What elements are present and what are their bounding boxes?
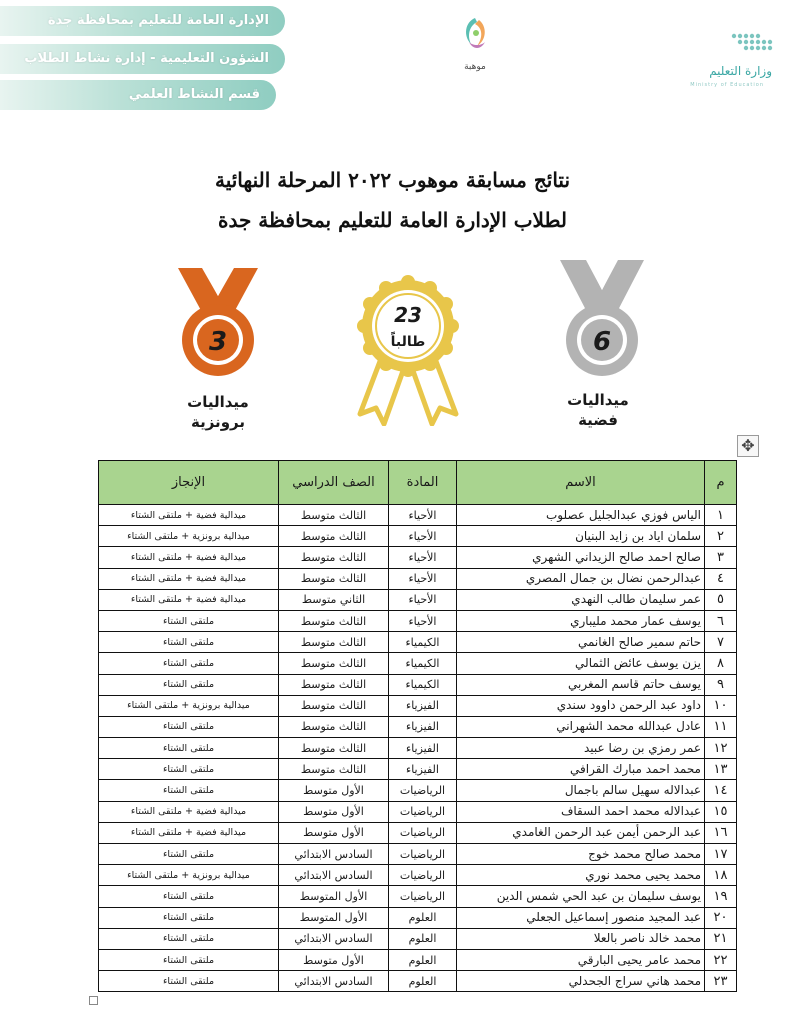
grade-cell: الثالث متوسط [279, 610, 389, 631]
silver-medal-icon [556, 258, 648, 380]
achievement-cell: ملتقى الشتاء [99, 610, 279, 631]
row-index: ٢٢ [705, 949, 737, 970]
subject-cell: الفيزياء [389, 695, 457, 716]
grade-cell: السادس الابتدائي [279, 865, 389, 886]
subject-cell: الرياضيات [389, 822, 457, 843]
row-index: ٨ [705, 653, 737, 674]
row-index: ٢٣ [705, 971, 737, 992]
table-row [99, 949, 737, 970]
row-index: ٦ [705, 610, 737, 631]
column-header-index: م [705, 461, 737, 505]
table-row [99, 801, 737, 822]
table-row [99, 780, 737, 801]
subject-cell: العلوم [389, 928, 457, 949]
achievement-cell: ميدالية برونزية + ملتقى الشتاء [99, 526, 279, 547]
grade-cell: الأول متوسط [279, 801, 389, 822]
student-name: محمد صالح محمد خوج [457, 844, 705, 865]
participants-count: 23 [394, 303, 422, 327]
participants-rosette-icon [348, 274, 468, 426]
column-header-achievement: الإنجاز [99, 461, 279, 505]
table-row [99, 928, 737, 949]
table-row [99, 844, 737, 865]
bronze-medal-count: 3 [208, 327, 228, 357]
grade-cell: الثالث متوسط [279, 759, 389, 780]
grade-cell: الثالث متوسط [279, 505, 389, 526]
column-header-subject: المادة [389, 461, 457, 505]
table-row [99, 907, 737, 928]
student-name: يوسف سليمان بن عبد الحي شمس الدين [457, 886, 705, 907]
achievement-cell: ميدالية فضية + ملتقى الشتاء [99, 589, 279, 610]
table-row [99, 547, 737, 568]
achievement-cell: ملتقى الشتاء [99, 886, 279, 907]
subject-cell: الأحياء [389, 589, 457, 610]
subject-cell: الأحياء [389, 610, 457, 631]
table-row [99, 526, 737, 547]
row-index: ٣ [705, 547, 737, 568]
achievement-cell: ملتقى الشتاء [99, 716, 279, 737]
grade-cell: السادس الابتدائي [279, 971, 389, 992]
student-name: صالح احمد صالح الزيداني الشهري [457, 547, 705, 568]
achievement-cell: ملتقى الشتاء [99, 632, 279, 653]
student-name: عبدالاله محمد احمد السقاف [457, 801, 705, 822]
table-resize-handle[interactable] [89, 996, 98, 1005]
student-name: محمد عامر يحيى البارقي [457, 949, 705, 970]
subject-cell: الرياضيات [389, 886, 457, 907]
subject-cell: الفيزياء [389, 738, 457, 759]
achievement-cell: ملتقى الشتاء [99, 928, 279, 949]
achievement-cell: ملتقى الشتاء [99, 907, 279, 928]
achievement-cell: ميدالية برونزية + ملتقى الشتاء [99, 865, 279, 886]
achievement-cell: ميدالية فضية + ملتقى الشتاء [99, 568, 279, 589]
subject-cell: العلوم [389, 949, 457, 970]
grade-cell: الثالث متوسط [279, 547, 389, 568]
row-index: ٢ [705, 526, 737, 547]
row-index: ١٧ [705, 844, 737, 865]
table-row [99, 716, 737, 737]
table-row [99, 738, 737, 759]
row-index: ٥ [705, 589, 737, 610]
participants-label: طالباً [390, 334, 426, 350]
subject-cell: الأحياء [389, 568, 457, 589]
table-row [99, 886, 737, 907]
student-name: محمد خالد ناصر بالعلا [457, 928, 705, 949]
grade-cell: الثالث متوسط [279, 674, 389, 695]
achievement-cell: ملتقى الشتاء [99, 949, 279, 970]
header-banner-department: قسم النشاط العلمي [0, 80, 276, 110]
row-index: ٧ [705, 632, 737, 653]
subject-cell: الفيزياء [389, 716, 457, 737]
row-index: ٩ [705, 674, 737, 695]
student-name: عبدالرحمن نضال بن جمال المصري [457, 568, 705, 589]
achievement-cell: ملتقى الشتاء [99, 780, 279, 801]
student-name: عمر رمزي بن رضا عبيد [457, 738, 705, 759]
silver-medal-count: 6 [592, 327, 612, 357]
row-index: ١٥ [705, 801, 737, 822]
student-name: محمد احمد مبارك القرافي [457, 759, 705, 780]
row-index: ١٠ [705, 695, 737, 716]
achievement-cell: ملتقى الشتاء [99, 971, 279, 992]
moe-logo-text: وزارة التعليم [709, 64, 772, 78]
row-index: ١٩ [705, 886, 737, 907]
table-row [99, 505, 737, 526]
achievement-cell: ملتقى الشتاء [99, 759, 279, 780]
grade-cell: الثالث متوسط [279, 738, 389, 759]
grade-cell: الأول متوسط [279, 780, 389, 801]
subject-cell: الكيمياء [389, 632, 457, 653]
grade-cell: السادس الابتدائي [279, 928, 389, 949]
student-name: محمد يحيى محمد نوري [457, 865, 705, 886]
student-name: محمد هاني سراج الجحدلي [457, 971, 705, 992]
student-name: عبد المجيد منصور إسماعيل الجعلي [457, 907, 705, 928]
header-banner-affairs: الشؤون التعليمية - إدارة نشاط الطلاب [0, 44, 285, 74]
student-name: سلمان اياد بن زايد البنيان [457, 526, 705, 547]
mawhiba-logo [452, 12, 498, 74]
column-header-name: الاسم [457, 461, 705, 505]
subject-cell: الرياضيات [389, 865, 457, 886]
moe-logo [688, 24, 780, 90]
student-name: عمر سليمان طالب النهدي [457, 589, 705, 610]
silver-medal-label: ميداليات فضية [567, 391, 629, 429]
grade-cell: الأول متوسط [279, 949, 389, 970]
table-row [99, 653, 737, 674]
row-index: ١٨ [705, 865, 737, 886]
student-name: داود عبد الرحمن داوود سندي [457, 695, 705, 716]
row-index: ١١ [705, 716, 737, 737]
student-name: عادل عبدالله محمد الشهراني [457, 716, 705, 737]
table-move-handle-icon[interactable]: ✥ [737, 435, 759, 457]
table-row [99, 568, 737, 589]
table-row [99, 589, 737, 610]
row-index: ٢٠ [705, 907, 737, 928]
row-index: ١٣ [705, 759, 737, 780]
achievement-cell: ملتقى الشتاء [99, 674, 279, 695]
table-row [99, 632, 737, 653]
column-header-grade: الصف الدراسي [279, 461, 389, 505]
results-table [98, 460, 737, 992]
grade-cell: الثالث متوسط [279, 526, 389, 547]
grade-cell: الأول المتوسط [279, 907, 389, 928]
student-name: عبدالاله سهيل سالم باجمال [457, 780, 705, 801]
table-row [99, 610, 737, 631]
row-index: ١٦ [705, 822, 737, 843]
student-name: يوسف حاتم قاسم المغربي [457, 674, 705, 695]
student-name: حاتم سمير صالح الغانمي [457, 632, 705, 653]
subject-cell: الأحياء [389, 526, 457, 547]
subject-cell: الرياضيات [389, 780, 457, 801]
achievement-cell: ميدالية فضية + ملتقى الشتاء [99, 505, 279, 526]
bronze-medal-icon [172, 266, 264, 378]
achievement-cell: ملتقى الشتاء [99, 738, 279, 759]
subject-cell: العلوم [389, 907, 457, 928]
grade-cell: الثالث متوسط [279, 568, 389, 589]
mawhiba-emblem-icon [455, 12, 495, 56]
table-row [99, 695, 737, 716]
student-name: الياس فوزي عبدالجليل عصلوب [457, 505, 705, 526]
table-row [99, 971, 737, 992]
subject-cell: الرياضيات [389, 801, 457, 822]
table-row [99, 674, 737, 695]
subject-cell: الكيمياء [389, 653, 457, 674]
moe-logo-subtext: Ministry of Education [690, 82, 764, 88]
table-row [99, 759, 737, 780]
subject-cell: الأحياء [389, 505, 457, 526]
achievement-cell: ميدالية برونزية + ملتقى الشتاء [99, 695, 279, 716]
grade-cell: الأول متوسط [279, 822, 389, 843]
subject-cell: العلوم [389, 971, 457, 992]
achievement-cell: ملتقى الشتاء [99, 653, 279, 674]
table-header-row [99, 461, 737, 505]
grade-cell: الثاني متوسط [279, 589, 389, 610]
achievement-cell: ملتقى الشتاء [99, 844, 279, 865]
moe-dots-icon [688, 24, 780, 60]
achievement-cell: ميدالية فضية + ملتقى الشتاء [99, 547, 279, 568]
student-name: يوسف عمار محمد مليباري [457, 610, 705, 631]
student-name: يزن يوسف عائض الثمالي [457, 653, 705, 674]
row-index: ٤ [705, 568, 737, 589]
bronze-medal-label: ميداليات برونزية [187, 393, 249, 431]
row-index: ١ [705, 505, 737, 526]
row-index: ١٤ [705, 780, 737, 801]
row-index: ١٢ [705, 738, 737, 759]
subject-cell: الرياضيات [389, 844, 457, 865]
page-title: نتائج مسابقة موهوب ٢٠٢٢ المرحلة النهائية [214, 168, 571, 192]
subject-cell: الأحياء [389, 547, 457, 568]
grade-cell: الثالث متوسط [279, 695, 389, 716]
achievement-cell: ميدالية فضية + ملتقى الشتاء [99, 822, 279, 843]
row-index: ٢١ [705, 928, 737, 949]
subject-cell: الكيمياء [389, 674, 457, 695]
achievement-cell: ميدالية فضية + ملتقى الشتاء [99, 801, 279, 822]
table-row [99, 865, 737, 886]
mawhiba-logo-text: موهبة [464, 62, 486, 72]
student-name: عبد الرحمن أيمن عبد الرحمن الغامدي [457, 822, 705, 843]
table-row [99, 822, 737, 843]
grade-cell: السادس الابتدائي [279, 844, 389, 865]
grade-cell: الثالث متوسط [279, 632, 389, 653]
page-subtitle: لطلاب الإدارة العامة للتعليم بمحافظة جدة [218, 208, 567, 232]
grade-cell: الأول المتوسط [279, 886, 389, 907]
header-banner-directorate: الإدارة العامة للتعليم بمحافظة جدة [0, 6, 285, 36]
subject-cell: الفيزياء [389, 759, 457, 780]
grade-cell: الثالث متوسط [279, 716, 389, 737]
results-table-body [99, 505, 737, 992]
grade-cell: الثالث متوسط [279, 653, 389, 674]
